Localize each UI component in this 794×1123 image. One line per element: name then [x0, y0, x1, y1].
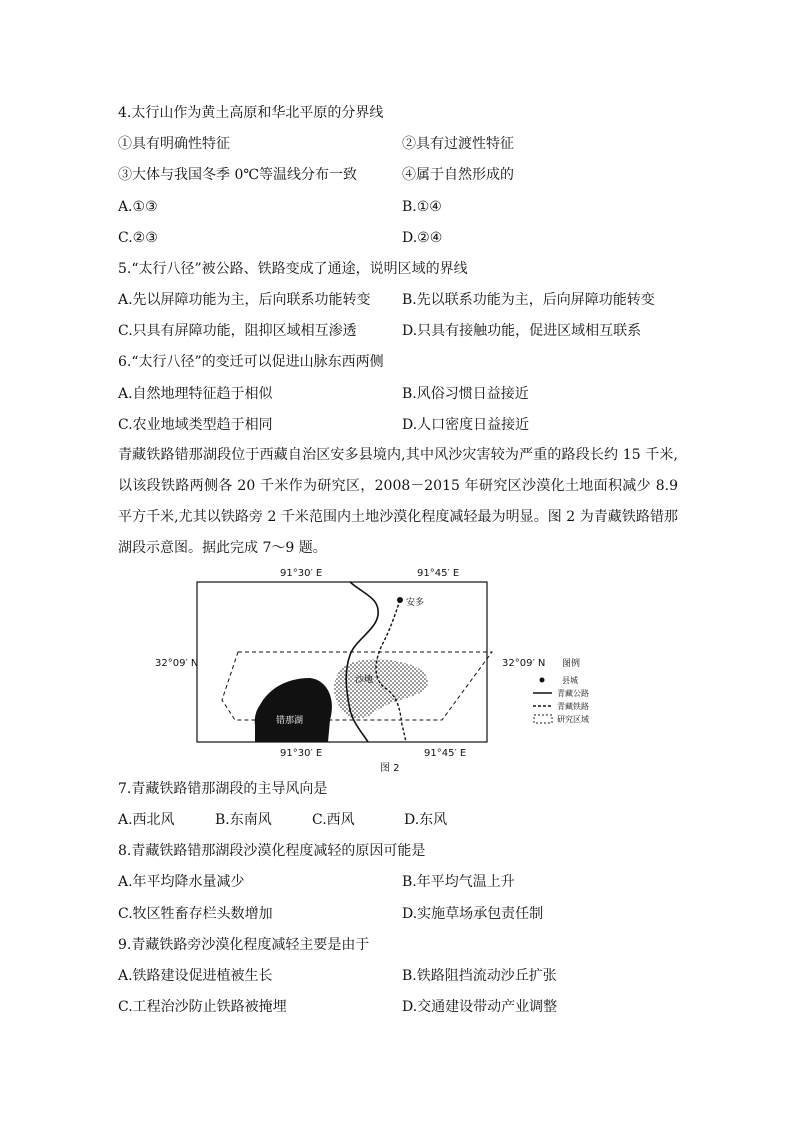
q9-option-c: C.工程治沙防止铁路被掩埋 — [118, 999, 287, 1015]
q6-option-a: A.自然地理特征趋于相似 — [118, 386, 273, 402]
q7-option-c: C.西风 — [312, 812, 355, 828]
legend-title: 图例 — [562, 659, 581, 669]
lon-label-top-left: 91°30′ E — [280, 568, 323, 579]
legend-railway: 青藏铁路 — [557, 702, 589, 711]
q4-option-c: C.②③ — [118, 230, 158, 246]
q6-option-d: D.人口密度日益接近 — [402, 417, 530, 433]
map-frame — [197, 582, 487, 742]
q5-option-b: B.先以联系功能为主，后向屏障功能转变 — [402, 292, 655, 308]
q8-option-c: C.牧区牲畜存栏头数增加 — [118, 906, 273, 922]
q4-statement-4: ④属于自然形成的 — [402, 167, 514, 183]
legend-highway: 青藏公路 — [557, 689, 589, 698]
passage: 青藏铁路错那湖段位于西藏自治区安多县境内,其中风沙灾害较为严重的路段长约 15 千米,以该段铁路两侧各 20 千米作为研究区，2008－2015 年研究区沙漠化土地面积减少 8.9 平方千米,尤其以铁路旁 2 千米范围内土地沙漠化程度减轻最为明显。图 2 为青藏铁路错那湖段示意图。据此完成 7～9 题。 — [118, 447, 678, 556]
town-label: 安多 — [406, 598, 425, 608]
q9-stem: 9.青藏铁路旁沙漠化程度减轻主要是由于 — [118, 937, 370, 953]
q9-option-d: D.交通建设带动产业调整 — [402, 999, 558, 1015]
q8-stem: 8.青藏铁路错那湖段沙漠化程度减轻的原因可能是 — [118, 843, 426, 859]
q5-option-c: C.只具有屏障功能，阻抑区域相互渗透 — [118, 323, 357, 339]
q7-option-a: A.西北风 — [118, 812, 175, 828]
q6-stem: 6.“太行八径”的变迁可以促进山脉东西两侧 — [118, 354, 384, 370]
q4-stem: 4.太行山作为黄土高原和华北平原的分界线 — [118, 105, 384, 121]
q7-options — [118, 810, 447, 830]
q7-option-b: B.东南风 — [215, 812, 272, 828]
q4-option-b: B.①④ — [402, 199, 442, 215]
map-figure — [150, 560, 650, 775]
legend-county: 县城 — [562, 676, 578, 685]
q8-option-a: A.年平均降水量减少 — [118, 874, 245, 890]
q8-option-b: B.年平均气温上升 — [402, 874, 515, 890]
lat-label-left: 32°09′ N — [155, 658, 199, 669]
county-town-dot — [397, 597, 403, 603]
q9-option-b: B.铁路阻挡流动沙丘扩张 — [402, 968, 557, 984]
q5-option-a: A.先以屏障功能为主，后向联系功能转变 — [118, 292, 371, 308]
q6-option-b: B.风俗习惯日益接近 — [402, 386, 529, 402]
lake — [255, 678, 332, 742]
q7-stem: 7.青藏铁路错那湖段的主导风向是 — [118, 781, 328, 797]
legend-county-symbol — [540, 678, 545, 683]
sand-area — [334, 659, 428, 718]
legend-study-symbol — [534, 715, 552, 723]
sand-label: 沙地 — [355, 675, 374, 685]
q4-option-d: D.②④ — [402, 230, 443, 246]
lat-label-right: 32°09′ N — [502, 658, 546, 669]
figure-caption: 图 2 — [380, 763, 400, 774]
q4-option-a: A.①③ — [118, 199, 158, 215]
lon-label-bottom-right: 91°45′ E — [424, 748, 467, 759]
q4-statement-1: ①具有明确性特征 — [118, 136, 230, 152]
q6-option-c: C.农业地域类型趋于相同 — [118, 417, 273, 433]
lon-label-top-right: 91°45′ E — [417, 568, 460, 579]
q4-statement-3: ③大体与我国冬季 0℃等温线分布一致 — [118, 167, 358, 183]
legend-study: 研究区域 — [557, 715, 589, 724]
lon-label-bottom-left: 91°30′ E — [280, 748, 323, 759]
q4-statement-2: ②具有过渡性特征 — [402, 136, 514, 152]
q7-option-d: D.东风 — [404, 812, 448, 828]
q5-stem: 5.“太行八径”被公路、铁路变成了通途，说明区域的界线 — [118, 261, 468, 277]
q5-option-d: D.只具有接触功能，促进区域相互联系 — [402, 323, 642, 339]
lake-label: 错那湖 — [276, 716, 304, 726]
q8-option-d: D.实施草场承包责任制 — [402, 906, 544, 922]
q9-option-a: A.铁路建设促进植被生长 — [118, 968, 273, 984]
